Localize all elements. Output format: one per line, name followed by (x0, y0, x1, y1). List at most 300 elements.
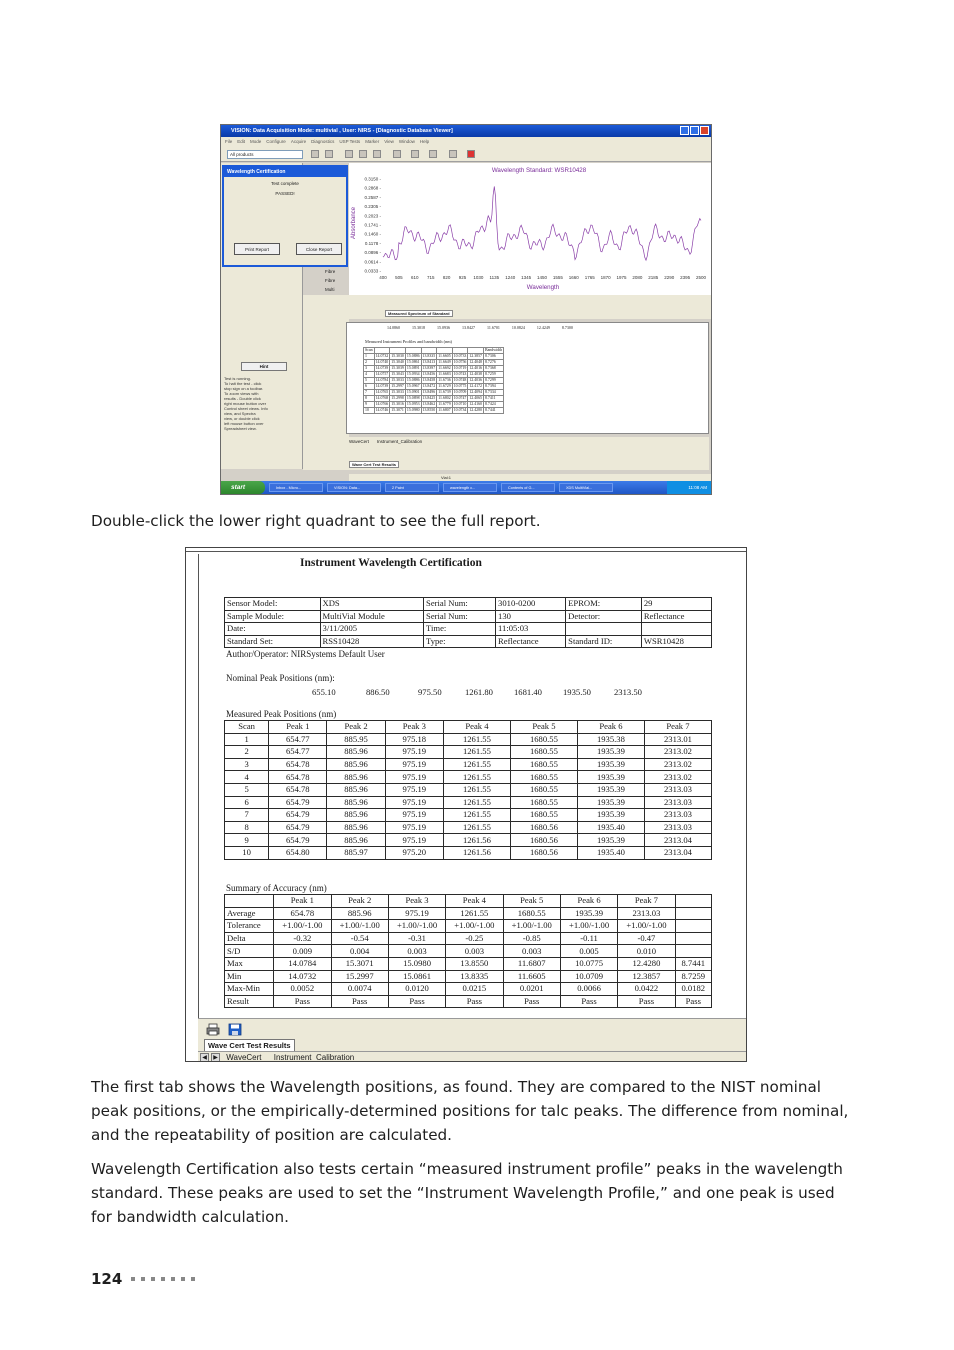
y-tick-label: 0.2305 - (364, 204, 381, 210)
taskbar-task[interactable]: Inbox - Micro... (269, 483, 323, 492)
profile-cell: 15.0934 (406, 372, 420, 376)
summary-row-label: Result (225, 995, 274, 1008)
measured-cell: 654.79 (269, 821, 327, 834)
nominal-label: Nominal Peak Positions (nm): (226, 673, 335, 683)
tab-wave-cert-results[interactable]: Wave Cert Test Results (349, 461, 399, 468)
start-button[interactable]: start (221, 481, 265, 494)
x-tick-label: 820 (442, 275, 451, 280)
save-icon[interactable] (228, 1023, 242, 1036)
measured-cell: 975.20 (385, 846, 443, 859)
measured-cell: 2313.02 (644, 771, 711, 784)
taskbar-task[interactable]: 2 Paint (385, 483, 439, 492)
toolbar-button[interactable] (429, 150, 437, 158)
summary-cell: 14.0784 (274, 957, 331, 970)
profile-cell: 15.0886 (406, 378, 420, 382)
measured-cell: 9 (225, 834, 269, 847)
profile-cell: 10.0733 (453, 354, 467, 358)
measured-cell: 654.80 (269, 846, 327, 859)
summary-cell: Pass (560, 995, 617, 1008)
measured-header-cell: Scan (225, 721, 269, 734)
table-row (225, 796, 712, 809)
info-key: Sensor Model: (225, 598, 321, 611)
profile-col-bandwidth: Bandwidth (485, 348, 503, 352)
profile-cell: 13.8496 (422, 390, 436, 394)
summary-cell: 11.6605 (503, 970, 560, 983)
y-tick-label: 0.2023 - (364, 213, 381, 219)
measured-cell: 2313.04 (644, 834, 711, 847)
summary-cell: +1.00/-1.00 (446, 920, 503, 933)
measured-cell: 1261.55 (443, 809, 510, 822)
profile-cell: 10 (364, 408, 375, 414)
measured-cell: 1261.55 (443, 783, 510, 796)
profile-cell: 8.7394 (484, 384, 504, 390)
menu-item[interactable]: Mode (250, 139, 262, 144)
summary-cell: 0.009 (274, 945, 331, 958)
table-row (225, 970, 712, 983)
summary-cell: 0.003 (446, 945, 503, 958)
profile-report[interactable] (346, 322, 709, 434)
sheet-tabstrip (198, 1051, 747, 1062)
menu-item[interactable]: Window (398, 139, 415, 144)
stop-icon[interactable] (467, 150, 475, 158)
menu-item[interactable]: File (225, 139, 233, 144)
toolbar-button[interactable] (359, 150, 367, 158)
measured-cell: 2313.01 (644, 733, 711, 746)
measured-cell: 975.19 (385, 758, 443, 771)
summary-table (224, 894, 712, 1008)
profile-cell: 15.3033 (391, 390, 404, 394)
measured-cell: 1261.55 (443, 746, 510, 759)
info-value: 11:05:03 (496, 623, 566, 636)
summary-header-cell: Peak 7 (618, 895, 675, 908)
lower-tab[interactable]: WaveCert (349, 439, 369, 444)
spectrum-trace (383, 186, 701, 260)
measured-cell: 8 (225, 821, 269, 834)
info-value: Reflectance (641, 610, 711, 623)
menu-item[interactable]: Acquire (290, 139, 307, 144)
profile-header-value: 15.3018 (412, 325, 425, 330)
close-report-button[interactable]: Close Report (296, 243, 342, 255)
toolbar-button[interactable] (345, 150, 353, 158)
info-value: RSS10428 (320, 635, 424, 648)
summary-cell: 8.7259 (675, 970, 711, 983)
summary-header-cell: Peak 3 (388, 895, 445, 908)
summary-cell (675, 945, 711, 958)
profile-cell: 11.6692 (438, 366, 451, 370)
profile-header-value: 14.0860 (387, 325, 400, 330)
x-tick-label: 400 (379, 275, 387, 280)
profile-col-scan: Scan (365, 348, 373, 352)
profile-cell: 8.7306 (484, 354, 504, 360)
measured-cell: 7 (225, 809, 269, 822)
measured-cell: 654.78 (269, 783, 327, 796)
tab-instrument-calibration[interactable]: Instrument_Calibration (273, 1053, 355, 1062)
toolbar-button[interactable] (449, 150, 457, 158)
toolbar-button[interactable] (311, 150, 319, 158)
left-item[interactable]: Multi (325, 287, 335, 292)
measured-cell: 2313.04 (644, 846, 711, 859)
summary-cell: Pass (331, 995, 388, 1008)
summary-cell: +1.00/-1.00 (560, 920, 617, 933)
left-item[interactable]: Fibre (325, 269, 336, 274)
summary-header-cell: Peak 6 (560, 895, 617, 908)
profile-cell: 14.0739 (375, 384, 389, 388)
print-report-button[interactable]: Print Report (234, 243, 280, 255)
summary-row-label: S/D (225, 945, 274, 958)
summary-row-label: Average (225, 907, 274, 920)
status-bar (349, 474, 711, 481)
summary-cell: +1.00/-1.00 (331, 920, 388, 933)
profile-cell: 14.0768 (375, 396, 389, 400)
measured-header-cell: Peak 1 (269, 721, 327, 734)
profile-cell: 10.0743 (453, 372, 467, 376)
summary-cell: 0.0074 (331, 983, 388, 996)
hint-line: right mouse button over (224, 401, 267, 406)
x-tick-label: 1660 (568, 275, 579, 280)
profile-cell: 13.8458 (422, 378, 436, 382)
summary-label: Summary of Accuracy (nm) (226, 883, 327, 893)
summary-cell: 0.0052 (274, 983, 331, 996)
dialog-result: PASSED! (275, 191, 295, 196)
profile-cell: 13.8456 (422, 372, 436, 376)
profile-header-value: 13.8427 (462, 325, 475, 330)
profile-cell: 15.2997 (391, 384, 404, 388)
measured-cell: 885.96 (327, 783, 385, 796)
summary-cell: 12.4280 (618, 957, 675, 970)
summary-cell: Pass (446, 995, 503, 1008)
summary-row-label: Tolerance (225, 920, 274, 933)
chart-tabstrip (349, 295, 711, 319)
toolbar-button[interactable] (373, 150, 381, 158)
profile-cell: 14.0740 (375, 360, 389, 364)
profile-header (387, 325, 585, 330)
x-tick-label: 1555 (552, 275, 563, 280)
measured-cell: 1680.55 (510, 796, 577, 809)
summary-cell: 0.0182 (675, 983, 711, 996)
summary-cell: 0.0422 (618, 983, 675, 996)
profile-cell: 14.0757 (375, 372, 389, 376)
profile-cell: 11.6779 (438, 402, 451, 406)
hint-line: stop sign on a toolbar. (224, 386, 264, 391)
menu-item[interactable]: Help (419, 139, 430, 144)
y-tick-label: 0.1741 - (364, 222, 381, 228)
measured-cell: 885.96 (327, 821, 385, 834)
x-tick-label: 1975 (616, 275, 627, 280)
measured-cell: 1261.56 (443, 846, 510, 859)
profile-cell: 15.0861 (406, 360, 420, 364)
info-value: MultiVial Module (320, 610, 424, 623)
measured-cell: 1680.56 (510, 821, 577, 834)
measured-cell: 975.19 (385, 821, 443, 834)
measured-cell: 1261.56 (443, 834, 510, 847)
tab-wavecert[interactable]: WaveCert (226, 1053, 262, 1062)
menu-item[interactable]: Marker (365, 139, 380, 144)
profile-cell: 11.6736 (438, 378, 451, 382)
summary-cell: -0.31 (388, 932, 445, 945)
profile-cell: 12.4065 (469, 396, 483, 400)
measured-cell: 1680.55 (510, 809, 577, 822)
paragraph-first-tab: The first tab shows the Wavelength positions, as found. They are compared to the NIST nominal peak positions, or the empirically-determined positions for talc peaks. The difference from nominal, and the repeatability of position are calculated. (91, 1078, 849, 1144)
profile-cell: 10.0747 (453, 396, 467, 400)
info-key: Type: (424, 635, 496, 648)
tab-wave-cert-test-results[interactable]: Wave Cert Test Results (204, 1039, 295, 1051)
profile-cell: 15.2998 (391, 396, 404, 400)
profile-cell: 12.4172 (469, 384, 483, 388)
toolbar-button[interactable] (393, 150, 401, 158)
table-row (225, 809, 712, 822)
taskbar-task[interactable]: VISION: Data... (327, 483, 381, 492)
page-number: 124 (91, 1270, 123, 1288)
measured-cell: 2313.03 (644, 796, 711, 809)
summary-cell: Pass (675, 995, 711, 1008)
hint-button[interactable]: Hint (241, 362, 287, 371)
x-tick-label: 1870 (600, 275, 611, 280)
measured-cell: 3 (225, 758, 269, 771)
taskbar (221, 481, 711, 494)
measured-cell: 975.19 (385, 783, 443, 796)
x-tick-label: 2185 (648, 275, 659, 280)
info-key: Standard ID: (566, 635, 642, 648)
info-value: 3010-0200 (496, 598, 566, 611)
next-sheet-icon[interactable]: ▶ (211, 1053, 220, 1062)
summary-cell: 0.005 (560, 945, 617, 958)
measured-cell: 975.19 (385, 796, 443, 809)
x-tick-label: 1135 (489, 275, 500, 280)
measured-cell: 1935.39 (577, 783, 644, 796)
operator-label: Author/Operator: NIRSystems Default User (226, 649, 385, 659)
measured-header-cell: Peak 5 (510, 721, 577, 734)
summary-cell: 2313.03 (618, 907, 675, 920)
measured-cell: 1935.38 (577, 733, 644, 746)
measured-cell: 885.96 (327, 746, 385, 759)
info-table (224, 597, 712, 648)
profile-cell: 15.3016 (391, 402, 404, 406)
menu-item[interactable]: Edit (237, 139, 246, 144)
profile-cell: 15.0967 (406, 384, 420, 388)
profile-cell: 14.0732 (375, 354, 389, 358)
summary-row-label: Delta (225, 932, 274, 945)
measured-cell: 654.77 (269, 733, 327, 746)
summary-cell: Pass (388, 995, 445, 1008)
paragraph-wavelength-cert: Wavelength Certification also tests certain “measured instrument profile” peaks in the wavelength standard. These peaks are used to set the “Instrument Wavelength Profile,” and one peak is used for bandwidth calculation. (91, 1160, 843, 1226)
hint-line: view, and Spectra (224, 411, 256, 416)
hint-line: To zoom views with (224, 391, 259, 396)
summary-header-cell: Peak 1 (274, 895, 331, 908)
print-icon[interactable] (206, 1023, 220, 1036)
info-key: Sample Module: (225, 610, 321, 623)
maximize-button[interactable] (690, 126, 699, 135)
profile-cell: 11.6683 (438, 372, 451, 376)
toolbar-button[interactable] (325, 150, 333, 158)
profile-cell: 13.8472 (422, 384, 436, 388)
menu-item[interactable]: USP Tests (339, 139, 361, 144)
hint-text (224, 376, 296, 431)
profile-cell: 12.4016 (469, 366, 483, 370)
profile-cell: 11.6729 (438, 384, 451, 388)
measured-cell: 975.19 (385, 809, 443, 822)
measured-cell: 885.96 (327, 834, 385, 847)
summary-cell (675, 920, 711, 933)
lower-tab[interactable]: Instrument_Calibration (376, 439, 423, 444)
measured-cell: 1680.55 (510, 783, 577, 796)
measured-header-row (225, 721, 712, 734)
profile-cell: 4 (364, 372, 375, 378)
measured-header-cell: Peak 2 (327, 721, 385, 734)
measured-header-cell: Peak 4 (443, 721, 510, 734)
lower-tabs (349, 439, 430, 444)
info-value: 130 (496, 610, 566, 623)
x-tick-label: 1030 (473, 275, 484, 280)
paragraph-instruction: Double-click the lower right quadrant to see the full report. (91, 512, 541, 530)
profile-cell: 12.4036 (469, 378, 483, 382)
measured-cell: 1680.55 (510, 758, 577, 771)
summary-cell: Pass (618, 995, 675, 1008)
measured-cell: 1680.55 (510, 771, 577, 784)
profile-cell: 13.8550 (422, 408, 436, 412)
measured-cell: 654.79 (269, 834, 327, 847)
hint-line: To halt the test - click (224, 381, 262, 386)
profile-cell: 8.7424 (484, 402, 504, 408)
summary-cell: 1261.55 (446, 907, 503, 920)
toolbar-button[interactable] (411, 150, 419, 158)
measured-cell: 1680.55 (510, 746, 577, 759)
summary-cell: 885.96 (331, 907, 388, 920)
measured-cell: 1935.39 (577, 809, 644, 822)
measured-cell: 1935.39 (577, 834, 644, 847)
summary-cell: +1.00/-1.00 (388, 920, 445, 933)
measured-cell: 885.96 (327, 771, 385, 784)
summary-cell: 654.78 (274, 907, 331, 920)
tab-measured-spectrum[interactable]: Measured Spectrum of Standard (385, 310, 453, 317)
info-key: Serial Num: (424, 610, 496, 623)
measured-cell: 1935.39 (577, 746, 644, 759)
profile-cell: 10.0756 (453, 360, 467, 364)
chart-xlabel: Wavelength (526, 284, 560, 291)
profile-cell: 11.6807 (438, 408, 451, 412)
summary-cell (675, 907, 711, 920)
info-key: Date: (225, 623, 321, 636)
table-row (225, 920, 712, 933)
dialog-title: Wavelength Certification (224, 167, 346, 177)
info-key: Time: (424, 623, 496, 636)
y-tick-label: 0.0333 - (364, 268, 381, 274)
summary-cell: 15.0861 (388, 970, 445, 983)
profile-cell: 15.0898 (406, 396, 420, 400)
info-row (225, 598, 712, 611)
profile-cell: 12.4160 (469, 402, 483, 406)
left-item[interactable]: Fibre (325, 278, 336, 283)
y-tick-label: 0.2587 - (364, 194, 381, 200)
y-tick-label: 0.3150 - (364, 176, 381, 182)
profile-header-value: 15.0936 (437, 325, 450, 330)
summary-cell: -0.54 (331, 932, 388, 945)
minimize-button[interactable] (680, 126, 689, 135)
profile-cell: 11.6739 (438, 390, 451, 394)
measured-cell: 1261.55 (443, 771, 510, 784)
measured-cell: 1261.55 (443, 758, 510, 771)
profile-cell: 11.6649 (438, 360, 451, 364)
table-row (225, 995, 712, 1008)
summary-header-cell: Peak 5 (503, 895, 560, 908)
profile-cell: 15.3043 (391, 372, 404, 376)
prev-sheet-icon[interactable]: ◀ (200, 1053, 209, 1062)
measured-cell: 654.78 (269, 771, 327, 784)
profile-cell: 8.7411 (484, 396, 504, 402)
clock: 11:08 AM (667, 481, 711, 494)
x-tick-label: 2395 (680, 275, 691, 280)
summary-cell: 1680.55 (503, 907, 560, 920)
summary-cell: 0.010 (618, 945, 675, 958)
table-row (225, 733, 712, 746)
profile-cell: 15.3039 (391, 366, 404, 370)
taskbar-task[interactable]: wavelength c... (443, 483, 497, 492)
hint-line: view, or double click (224, 416, 260, 421)
x-tick-label: 715 (426, 275, 435, 280)
info-row (225, 623, 712, 636)
profile-cell: 8 (364, 396, 375, 402)
taskbar-task[interactable]: XDS MultiVial... (559, 483, 613, 492)
summary-header-cell: Peak 2 (331, 895, 388, 908)
table-row (225, 932, 712, 945)
measured-cell: 975.19 (385, 771, 443, 784)
measured-cell: 885.97 (327, 846, 385, 859)
hint-line: left mouse button over (224, 421, 264, 426)
measured-cell: 885.95 (327, 733, 385, 746)
close-button[interactable] (700, 126, 709, 135)
table-row (225, 983, 712, 996)
measured-cell: 1261.55 (443, 821, 510, 834)
spectrum-chart[interactable] (349, 163, 711, 295)
profile-cell: 5 (364, 378, 375, 384)
profile-cell: 15.3040 (391, 360, 404, 364)
info-value: Reflectance (496, 635, 566, 648)
summary-cell: Pass (274, 995, 331, 1008)
summary-cell: 13.8335 (446, 970, 503, 983)
summary-cell: 0.004 (331, 945, 388, 958)
profile-cell: 13.8425 (422, 396, 436, 400)
dialog-status: Test complete (271, 181, 299, 186)
x-tick-label: 2080 (632, 275, 643, 280)
nominal-value: 2313.50 (614, 687, 642, 697)
profile-cell: 11.6605 (438, 354, 451, 358)
x-tick-label: 2290 (664, 275, 675, 280)
profile-cell: 8.7259 (484, 372, 504, 378)
table-row (225, 945, 712, 958)
menu-item[interactable]: View (384, 139, 394, 144)
measured-cell: 1935.39 (577, 771, 644, 784)
info-value: 29 (641, 598, 711, 611)
measured-cell: 654.79 (269, 796, 327, 809)
taskbar-task[interactable]: Contents of G... (501, 483, 555, 492)
footer-dots (131, 1277, 195, 1281)
profile-cell: 13.8397 (422, 366, 436, 370)
menu-item[interactable]: Diagnostics (311, 139, 335, 144)
summary-cell: 0.0215 (446, 983, 503, 996)
summary-cell: 11.6807 (503, 957, 560, 970)
info-key: EPROM: (566, 598, 642, 611)
y-tick-label: 0.0896 - (364, 250, 381, 256)
summary-header-cell: Peak 4 (446, 895, 503, 908)
summary-cell: 0.0201 (503, 983, 560, 996)
summary-cell: -0.47 (618, 932, 675, 945)
product-select[interactable]: All products (227, 150, 303, 159)
profile-header-value: 11.6701 (487, 325, 500, 330)
menu-item[interactable]: Configure (266, 139, 286, 144)
profile-cell: 8.7276 (484, 360, 504, 366)
info-value: WSR10428 (641, 635, 711, 648)
info-key (566, 623, 642, 636)
measured-cell: 1680.56 (510, 834, 577, 847)
